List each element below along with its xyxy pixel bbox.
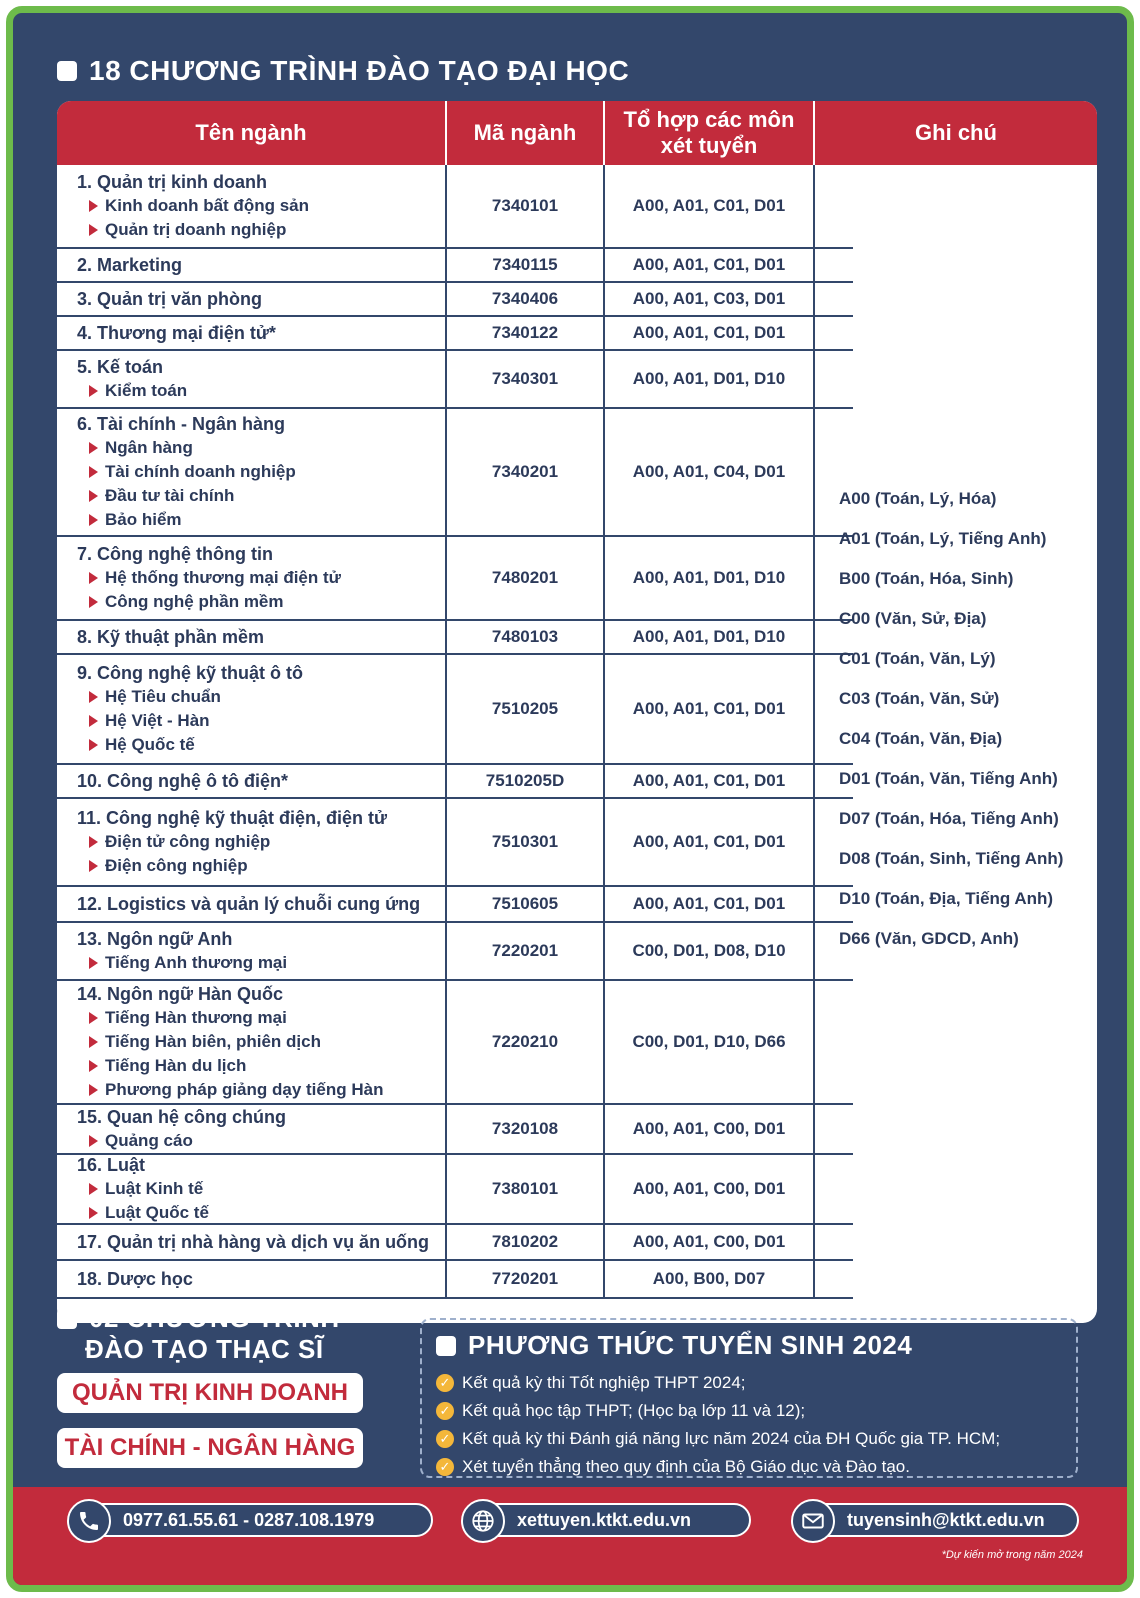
program-specialization: Tài chính doanh nghiệp — [77, 460, 296, 484]
table-row — [57, 621, 853, 655]
program-specialization: Hệ Việt - Hàn — [77, 709, 210, 733]
program-name-cell — [57, 409, 447, 535]
program-code: 7510205 — [447, 655, 605, 763]
table-row — [57, 1261, 853, 1299]
combination-note: D10 (Toán, Địa, Tiếng Anh) — [839, 889, 1054, 908]
table-row — [57, 1105, 853, 1155]
program-code: 7220210 — [447, 981, 605, 1103]
table-row — [57, 655, 853, 765]
program-specialization: Quảng cáo — [77, 1129, 193, 1153]
poster-frame — [6, 6, 1134, 1592]
table-row — [57, 1225, 853, 1261]
footnote: *Dự kiến mở trong năm 2024 — [941, 1549, 1083, 1561]
combination-note: C03 (Toán, Văn, Sử) — [839, 689, 1000, 708]
method-text: Kết quả học tập THPT; (Học bạ lớp 11 và 12); — [462, 1401, 806, 1420]
program-name: 8. Kỹ thuật phần mềm — [77, 626, 265, 647]
combination-note: A00 (Toán, Lý, Hóa) — [839, 489, 997, 508]
program-specialization: Điện tử công nghiệp — [77, 830, 270, 854]
email-contact[interactable] — [795, 1503, 1079, 1537]
table-header — [57, 101, 1097, 165]
table-row — [57, 887, 853, 923]
program-code: 7340301 — [447, 351, 605, 407]
methods-list — [436, 1369, 1062, 1481]
combination-note: A01 (Toán, Lý, Tiếng Anh) — [839, 529, 1047, 548]
website-text: xettuyen.ktkt.edu.vn — [517, 1509, 692, 1530]
program-specialization: Hệ thống thương mại điện tử — [77, 566, 341, 590]
program-specialization: Kinh doanh bất động sản — [77, 194, 309, 218]
combination-note: D08 (Toán, Sinh, Tiếng Anh) — [839, 849, 1064, 868]
combination-note: D66 (Văn, GDCD, Anh) — [839, 929, 1019, 948]
program-name: 10. Công nghệ ô tô điện* — [77, 770, 288, 791]
program-code: 7510205D — [447, 765, 605, 797]
website-contact[interactable] — [465, 1503, 751, 1537]
program-specialization: Đầu tư tài chính — [77, 484, 234, 508]
program-specialization: Tiếng Hàn du lịch — [77, 1054, 246, 1078]
main-title — [57, 55, 629, 87]
program-name-cell — [57, 249, 447, 281]
program-code: 7220201 — [447, 923, 605, 979]
program-code: 7340115 — [447, 249, 605, 281]
combination-note: D01 (Toán, Văn, Tiếng Anh) — [839, 769, 1058, 788]
table-row — [57, 409, 853, 537]
check-icon: ✓ — [436, 1374, 454, 1392]
combination-note: D07 (Toán, Hóa, Tiếng Anh) — [839, 809, 1059, 828]
subject-combination: A00, A01, C03, D01 — [605, 283, 815, 315]
program-name: 2. Marketing — [77, 254, 183, 275]
method-item — [436, 1453, 1062, 1481]
program-specialization: Công nghệ phần mềm — [77, 590, 284, 614]
program-name: 18. Dược học — [77, 1268, 193, 1289]
program-name: 14. Ngôn ngữ Hàn Quốc — [77, 983, 284, 1004]
main-title-text: 18 CHƯƠNG TRÌNH ĐÀO TẠO ĐẠI HỌC — [89, 55, 630, 86]
subject-combination: A00, A01, C00, D01 — [605, 1155, 815, 1223]
program-specialization: Hệ Tiêu chuẩn — [77, 685, 221, 709]
program-name-cell — [57, 1261, 447, 1297]
programs-table — [57, 101, 1097, 1323]
contact-footer — [13, 1487, 1127, 1585]
subject-combination: A00, A01, C01, D01 — [605, 655, 815, 763]
subject-combination: C00, D01, D08, D10 — [605, 923, 815, 979]
program-name: 12. Logistics và quản lý chuỗi cung ứng — [77, 893, 421, 914]
email-text: tuyensinh@ktkt.edu.vn — [847, 1509, 1045, 1530]
subject-combination: A00, A01, D01, D10 — [605, 537, 815, 619]
envelope-icon — [791, 1499, 835, 1543]
table-row — [57, 799, 853, 887]
table-row — [57, 351, 853, 409]
method-item — [436, 1425, 1062, 1453]
check-icon: ✓ — [436, 1430, 454, 1448]
square-bullet-icon — [57, 61, 77, 81]
program-code: 7810202 — [447, 1225, 605, 1259]
header-note: Ghi chú — [915, 120, 997, 145]
program-name: 3. Quản trị văn phòng — [77, 288, 263, 309]
program-name: 6. Tài chính - Ngân hàng — [77, 413, 286, 434]
method-text: Kết quả kỳ thi Đánh giá năng lực năm 2024 của ĐH Quốc gia TP. HCM; — [462, 1429, 1001, 1448]
program-name-cell — [57, 1155, 447, 1223]
combination-note: C01 (Toán, Văn, Lý) — [839, 649, 996, 668]
masters-title-line2: ĐÀO TẠO THẠC SĨ — [85, 1334, 324, 1364]
program-code: 7340101 — [447, 165, 605, 247]
program-specialization: Hệ Quốc tế — [77, 733, 195, 757]
program-name-cell — [57, 351, 447, 407]
phone-text: 0977.61.55.61 - 0287.108.1979 — [123, 1509, 375, 1530]
program-name: 15. Quan hệ công chúng — [77, 1106, 287, 1127]
phone-icon — [67, 1499, 111, 1543]
header-code: Mã ngành — [447, 101, 605, 165]
program-name-cell — [57, 887, 447, 921]
program-name: 1. Quản trị kinh doanh — [77, 171, 268, 192]
table-row — [57, 765, 853, 799]
subject-combination: A00, A01, C01, D01 — [605, 765, 815, 797]
subject-combination: A00, A01, C01, D01 — [605, 799, 815, 885]
table-row — [57, 981, 853, 1105]
combination-note: C04 (Toán, Văn, Địa) — [839, 729, 1003, 748]
subject-combination: C00, D01, D10, D66 — [605, 981, 815, 1103]
program-specialization: Luật Quốc tế — [77, 1201, 209, 1225]
program-name: 13. Ngôn ngữ Anh — [77, 928, 233, 949]
table-row — [57, 923, 853, 981]
program-name-cell — [57, 317, 447, 349]
program-code: 7510301 — [447, 799, 605, 885]
program-code: 7720201 — [447, 1261, 605, 1297]
program-name-cell — [57, 1225, 447, 1259]
square-bullet-icon — [57, 1309, 77, 1329]
table-body — [57, 165, 853, 1299]
program-code: 7340406 — [447, 283, 605, 315]
program-name-cell — [57, 981, 447, 1103]
program-name-cell — [57, 765, 447, 797]
table-row — [57, 165, 853, 249]
subject-combination: A00, A01, D01, D10 — [605, 351, 815, 407]
program-specialization: Luật Kinh tế — [77, 1177, 203, 1201]
master-program-business: QUẢN TRỊ KINH DOANH — [57, 1373, 363, 1413]
program-code: 7340201 — [447, 409, 605, 535]
program-name: 11. Công nghệ kỹ thuật điện, điện tử — [77, 807, 388, 828]
program-name-cell — [57, 165, 447, 247]
check-icon: ✓ — [436, 1402, 454, 1420]
program-name-cell — [57, 537, 447, 619]
program-specialization: Tiếng Anh thương mại — [77, 951, 287, 975]
program-name-cell — [57, 655, 447, 763]
phone-contact[interactable] — [71, 1503, 433, 1537]
program-name-cell — [57, 923, 447, 979]
program-code: 7320108 — [447, 1105, 605, 1153]
master-program-finance: TÀI CHÍNH - NGÂN HÀNG — [57, 1428, 363, 1468]
program-name-cell — [57, 621, 447, 653]
subject-combination: A00, A01, C01, D01 — [605, 317, 815, 349]
notes-column — [825, 165, 1097, 1323]
method-item — [436, 1397, 1062, 1425]
program-name: 9. Công nghệ kỹ thuật ô tô — [77, 662, 303, 683]
program-name: 5. Kế toán — [77, 356, 164, 377]
combination-note: C00 (Văn, Sử, Địa) — [839, 609, 987, 628]
method-text: Kết quả kỳ thi Tốt nghiệp THPT 2024; — [462, 1373, 746, 1392]
program-name: 4. Thương mại điện tử* — [77, 322, 276, 343]
program-name-cell — [57, 799, 447, 885]
header-name: Tên ngành — [57, 101, 447, 165]
subject-combination: A00, A01, C01, D01 — [605, 165, 815, 247]
program-specialization: Bảo hiểm — [77, 508, 182, 532]
combination-note: B00 (Toán, Hóa, Sinh) — [839, 569, 1014, 588]
table-row — [57, 317, 853, 351]
subject-combination: A00, A01, C01, D01 — [605, 249, 815, 281]
program-name-cell — [57, 283, 447, 315]
admission-methods-box — [420, 1318, 1078, 1478]
program-specialization: Phương pháp giảng dạy tiếng Hàn — [77, 1078, 383, 1102]
subject-combination: A00, A01, C00, D01 — [605, 1105, 815, 1153]
program-specialization: Ngân hàng — [77, 436, 193, 460]
program-specialization: Tiếng Hàn biên, phiên dịch — [77, 1030, 321, 1054]
subject-combination: A00, A01, C01, D01 — [605, 887, 815, 921]
table-row — [57, 1155, 853, 1225]
program-code: 7480201 — [447, 537, 605, 619]
methods-title — [436, 1330, 1062, 1361]
globe-icon — [461, 1499, 505, 1543]
masters-title-line1: 02 CHƯƠNG TRÌNH — [89, 1303, 340, 1333]
program-code: 7340122 — [447, 317, 605, 349]
table-row — [57, 537, 853, 621]
program-code: 7480103 — [447, 621, 605, 653]
subject-combination: A00, A01, D01, D10 — [605, 621, 815, 653]
program-specialization: Tiếng Hàn thương mại — [77, 1006, 287, 1030]
subject-combination: A00, A01, C00, D01 — [605, 1225, 815, 1259]
table-row — [57, 249, 853, 283]
program-specialization: Quản trị doanh nghiệp — [77, 218, 286, 242]
program-code: 7380101 — [447, 1155, 605, 1223]
check-icon: ✓ — [436, 1458, 454, 1476]
program-name: 7. Công nghệ thông tin — [77, 543, 273, 564]
method-item — [436, 1369, 1062, 1397]
program-name: 16. Luật — [77, 1154, 146, 1175]
program-name-cell — [57, 1105, 447, 1153]
methods-title-text: PHƯƠNG THỨC TUYỂN SINH 2024 — [468, 1330, 913, 1360]
square-bullet-icon — [436, 1336, 456, 1356]
program-specialization: Điện công nghiệp — [77, 854, 248, 878]
masters-title — [57, 1303, 340, 1365]
table-row — [57, 283, 853, 317]
subject-combination: A00, A01, C04, D01 — [605, 409, 815, 535]
program-specialization: Kiểm toán — [77, 379, 187, 403]
header-combo: Tổ hợp các môn xét tuyển — [605, 101, 815, 165]
subject-combination: A00, B00, D07 — [605, 1261, 815, 1297]
program-name: 17. Quản trị nhà hàng và dịch vụ ăn uống — [77, 1231, 430, 1252]
program-code: 7510605 — [447, 887, 605, 921]
method-text: Xét tuyển thẳng theo quy định của Bộ Giáo dục và Đào tạo. — [462, 1457, 910, 1476]
